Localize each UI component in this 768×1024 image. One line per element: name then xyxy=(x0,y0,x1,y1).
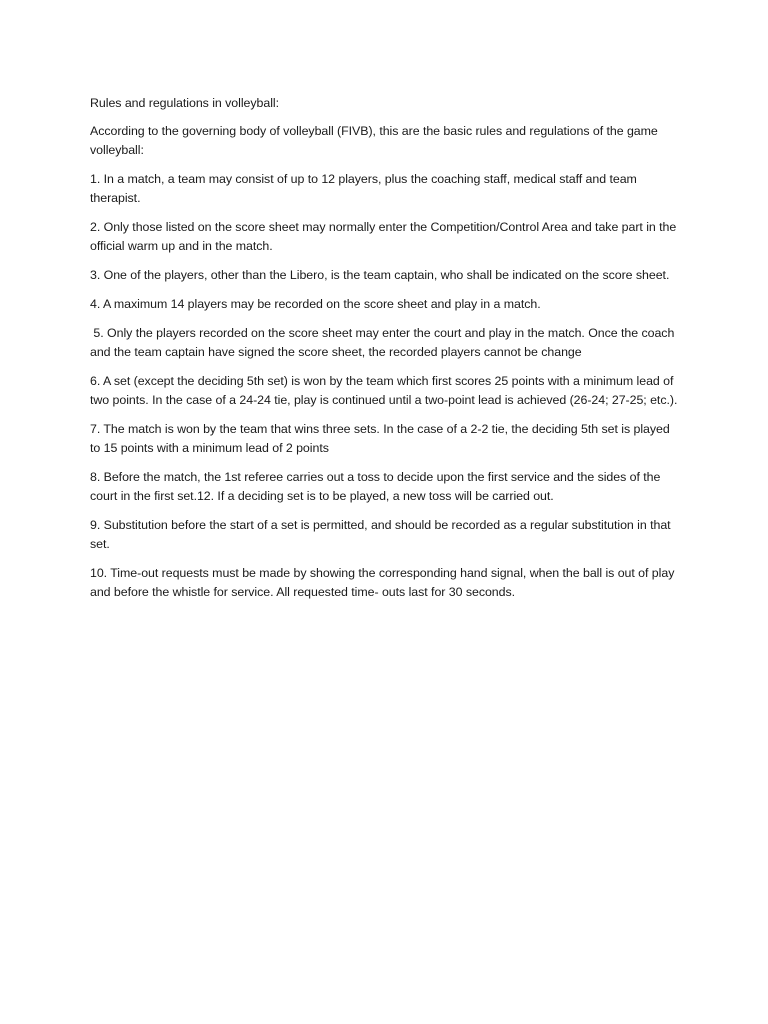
rule-item-7: 7. The match is won by the team that wins three sets. In the case of a 2-2 tie, the deciding 5th set is played to 15 points with a minimum lead of 2 points xyxy=(90,422,670,455)
rule-item-4: 4. A maximum 14 players may be recorded on the score sheet and play in a match. xyxy=(90,297,541,311)
rule-item-9: 9. Substitution before the start of a set is permitted, and should be recorded as a regular substitution in that set. xyxy=(90,518,671,551)
rule-item-5: 5. Only the players recorded on the score sheet may enter the court and play in the match. Once the coach and the team captain have signed the score sheet, the recorded players cannot be change xyxy=(90,326,678,359)
rule-item-2: 2. Only those listed on the score sheet may normally enter the Competition/Control Area and take part in the official warm up and in the match. xyxy=(90,220,677,253)
document-title: Rules and regulations in volleyball: xyxy=(90,96,279,110)
rule-item-1: 1. In a match, a team may consist of up to 12 players, plus the coaching staff, medical staff and team therapist. xyxy=(90,172,637,205)
rule-item-10: 10. Time-out requests must be made by showing the corresponding hand signal, when the ball is out of play and before the whistle for service. All requested time- outs last for 30 seconds. xyxy=(90,566,675,599)
document-page xyxy=(90,94,682,612)
rule-item-8: 8. Before the match, the 1st referee carries out a toss to decide upon the first service and the sides of the court in the first set.12. If a deciding set is to be played, a new toss will be carried out. xyxy=(90,470,661,503)
rule-item-6: 6. A set (except the deciding 5th set) is won by the team which first scores 25 points with a minimum lead of two points. In the case of a 24-24 tie, play is continued until a two-point lead is achieved (26-24; 27-25; etc.). xyxy=(90,374,678,407)
rule-item-3: 3. One of the players, other than the Libero, is the team captain, who shall be indicated on the score sheet. xyxy=(90,268,670,282)
intro-paragraph: According to the governing body of volleyball (FIVB), this are the basic rules and regulations of the game volleyball: xyxy=(90,124,658,157)
